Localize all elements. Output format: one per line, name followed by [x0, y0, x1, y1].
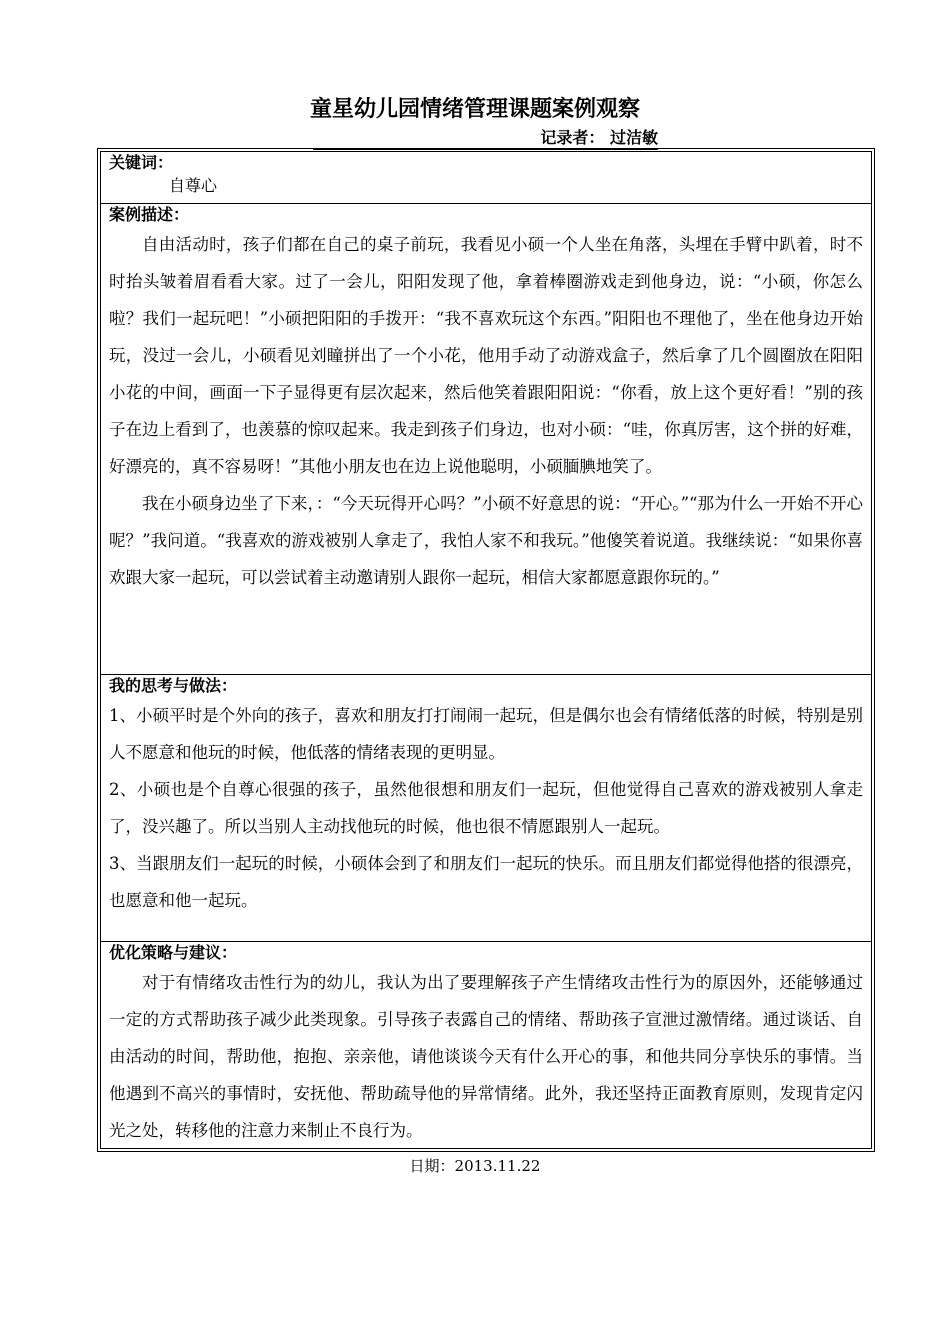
recorder-line	[313, 127, 658, 150]
thinking-item-2: 2、小硕也是个自尊心很强的孩子，虽然他很想和朋友们一起玩，但他觉得自己喜欢的游戏被别人拿走了，没兴趣了。所以当别人主动找他玩的时候，他也很不情愿跟别人一起玩。	[109, 780, 863, 836]
strategy-section	[101, 942, 871, 1148]
keywords-value: 自尊心	[169, 176, 218, 195]
observation-table	[97, 148, 875, 1152]
observation-table-inner	[100, 151, 872, 1149]
case-paragraph-2: 我在小硕身边坐了下来，：“今天玩得开心吗？”小硕不好意思的说：“开心。”“那为什么一开始不开心呢？”我问道。“我喜欢的游戏被别人拿走了，我怕人家不和我玩。”他傻笑着说道。我继续说：“如果你喜欢跟大家一起玩，可以尝试着主动邀请别人跟你一起玩，相信大家都愿意跟你玩的。”	[109, 494, 863, 587]
strategy-paragraph: 对于有情绪攻击性行为的幼儿，我认为出了要理解孩子产生情绪攻击性行为的原因外，还能够通过一定的方式帮助孩子减少此类现象。引导孩子表露自己的情绪、帮助孩子宣泄过激情绪。通过谈话、自由活动的时间，帮助他，抱抱、亲亲他，请他谈谈今天有什么开心的事，和他共同分享快乐的事情。当他遇到不高兴的事情时，安抚他、帮助疏导他的异常情绪。此外，我还坚持正面教育原则，发现肯定闪光之处，转移他的注意力来制止不良行为。	[109, 973, 863, 1140]
thinking-item-3: 3、当跟朋友们一起玩的时候，小硕体会到了和朋友们一起玩的快乐。而且朋友们都觉得他搭的很漂亮，也愿意和他一起玩。	[109, 854, 863, 910]
thinking-section	[101, 675, 871, 942]
thinking-item-1: 1、小硕平时是个外向的孩子，喜欢和朋友打打闹闹一起玩，但是偶尔也会有情绪低落的时候，特别是别人不愿意和他玩的时候，他低落的情绪表现的更明显。	[109, 706, 863, 762]
thinking-heading: 我的思考与做法：	[109, 676, 238, 695]
date-footer: 日期：2013.11.22	[409, 1157, 541, 1175]
keywords-heading: 关键词：	[109, 153, 174, 172]
page-title: 童星幼儿园情绪管理课题案例观察	[309, 97, 640, 122]
case-paragraph-1: 自由活动时，孩子们都在自己的桌子前玩，我看见小硕一个人坐在角落，头埋在手臂中趴着，时不时抬头皱着眉看看大家。过了一会儿，阳阳发现了他，拿着棒圈游戏走到他身边，说：“小硕，你怎么啦？我们一起玩吧！”小硕把阳阳的手拨开：“我不喜欢玩这个东西。”阳阳也不理他了，坐在他身边开始玩，没过一会儿，小硕看见刘瞳拼出了一个小花，他用手动了动游戏盒子，然后拿了几个圆圈放在阳阳小花的中间，画面一下子显得更有层次起来，然后他笑着跟阳阳说：“你看，放上这个更好看！”别的孩子在边上看到了，也羡慕的惊叹起来。我走到孩子们身边，也对小硕：“哇，你真厉害，这个拼的好难，好漂亮的，真不容易呀！”其他小朋友也在边上说他聪明，小硕腼腆地笑了。	[109, 235, 863, 476]
keywords-section	[101, 152, 871, 204]
strategy-heading: 优化策略与建议：	[109, 943, 238, 962]
recorder-label: 记录者： 过洁敏	[540, 128, 658, 147]
case-section	[101, 204, 871, 675]
case-heading: 案例描述：	[109, 205, 190, 224]
